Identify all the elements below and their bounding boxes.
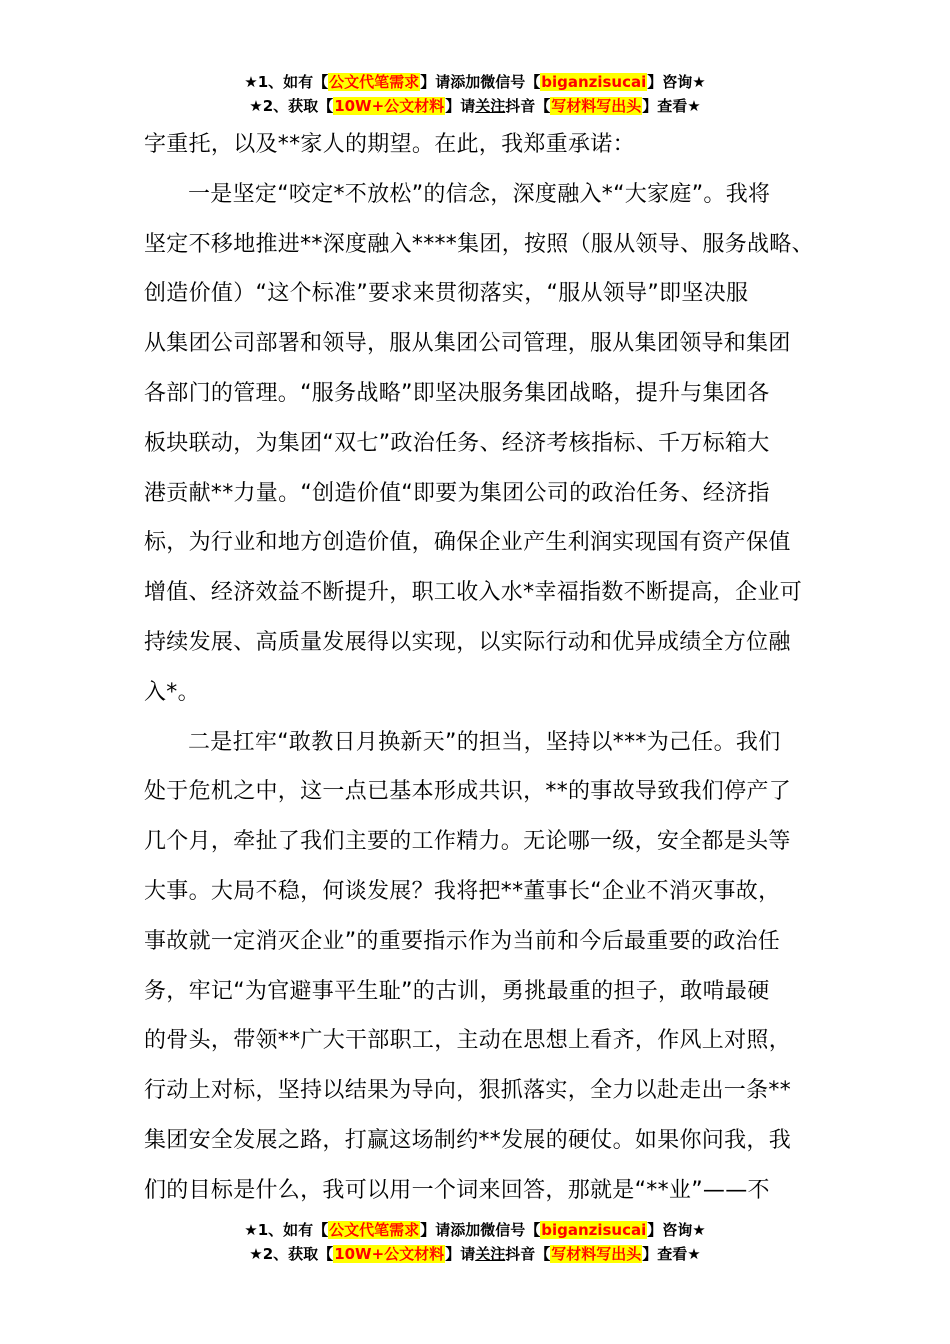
document-body bbox=[144, 120, 814, 1216]
body-line: 港贡献**力量。“创造价值“即要为集团公司的政治任务、经济指 bbox=[144, 480, 770, 506]
highlight-service: 公文代笔需求 bbox=[329, 73, 420, 91]
banner-line-2 bbox=[0, 94, 950, 118]
banner-text: 】咨询★ bbox=[647, 1221, 706, 1239]
banner-line-1 bbox=[0, 1218, 950, 1242]
highlight-wechat-id: biganzisucai bbox=[541, 73, 647, 91]
banner-text: 】请添加微信号【 bbox=[420, 73, 541, 91]
body-line: 几个月，牵扯了我们主要的工作精力。无论哪一级，安全都是头等 bbox=[144, 829, 791, 855]
body-line: 创造价值）“这个标准”要求来贯彻落实，“服从领导”即坚决服 bbox=[144, 281, 749, 307]
body-line: 集团安全发展之路，打赢这场制约**发展的硬仗。如果你问我，我 bbox=[144, 1127, 792, 1153]
highlight-materials: 10W+公文材料 bbox=[334, 97, 445, 115]
body-line: 一是坚定“咬定*不放松”的信念，深度融入*“大家庭”。我将 bbox=[188, 181, 771, 207]
body-line: 增值、经济效益不断提升，职工收入水*幸福指数不断提高，企业可 bbox=[144, 580, 803, 606]
body-line: 二是扛牢“敢教日月换新天”的担当，坚持以***为己任。我们 bbox=[188, 729, 781, 755]
body-line: 字重托，以及**家人的期望。在此，我郑重承诺： bbox=[144, 132, 635, 157]
banner-underlined: 关注 bbox=[475, 1245, 506, 1263]
banner-text: ★2、获取【 bbox=[249, 1245, 334, 1263]
body-line: 的骨头，带领**广大干部职工，主动在思想上看齐，作风上对照， bbox=[144, 1028, 792, 1054]
banner-line-1 bbox=[0, 70, 950, 94]
highlight-materials: 10W+公文材料 bbox=[334, 1245, 445, 1263]
body-line: 坚定不移地推进**深度融入****集团，按照（服从领导、服务战略、 bbox=[144, 231, 814, 257]
body-line: 们的目标是什么，我可以用一个词来回答，那就是“**业”——不 bbox=[144, 1177, 770, 1203]
banner-text: ★1、如有【 bbox=[244, 73, 329, 91]
banner-text: 抖音【 bbox=[505, 1245, 551, 1263]
banner-text: ★1、如有【 bbox=[244, 1221, 329, 1239]
body-line: 持续发展、高质量发展得以实现，以实际行动和优异成绩全方位融 bbox=[144, 629, 791, 655]
highlight-douyin: 写材料写出头 bbox=[551, 97, 642, 115]
body-line: 大事。大局不稳，何谈发展？我将把**董事长“企业不消灭事故， bbox=[144, 878, 781, 904]
bottom-banner bbox=[0, 1218, 950, 1266]
body-line: 各部门的管理。“服务战略”即坚决服务集团战略，提升与集团各 bbox=[144, 380, 770, 406]
highlight-service: 公文代笔需求 bbox=[329, 1221, 420, 1239]
top-banner bbox=[0, 70, 950, 118]
body-line: 行动上对标，坚持以结果为导向，狠抓落实，全力以赴走出一条** bbox=[144, 1078, 792, 1104]
body-line: 板块联动，为集团“双七”政治任务、经济考核指标、千万标箱大 bbox=[144, 430, 770, 456]
body-line: 处于危机之中，这一点已基本形成共识，**的事故导致我们停产了 bbox=[144, 779, 792, 805]
banner-text: ★2、获取【 bbox=[249, 97, 334, 115]
body-line: 从集团公司部署和领导，服从集团公司管理，服从集团领导和集团 bbox=[144, 331, 791, 357]
body-line: 标，为行业和地方创造价值，确保企业产生利润实现国有资产保值 bbox=[144, 530, 791, 556]
banner-text: 】查看★ bbox=[642, 1245, 701, 1263]
body-line: 务，牢记“为官避事平生耻”的古训，勇挑最重的担子，敢啃最硬 bbox=[144, 978, 770, 1004]
highlight-douyin: 写材料写出头 bbox=[551, 1245, 642, 1263]
banner-line-2 bbox=[0, 1242, 950, 1266]
body-line: 入*。 bbox=[144, 679, 200, 705]
banner-text: 】请 bbox=[445, 1245, 476, 1263]
banner-underlined: 关注 bbox=[475, 97, 506, 115]
body-line: 事故就一定消灭企业”的重要指示作为当前和今后最重要的政治任 bbox=[144, 928, 781, 954]
banner-text: 】请添加微信号【 bbox=[420, 1221, 541, 1239]
banner-text: 】请 bbox=[445, 97, 476, 115]
highlight-wechat-id: biganzisucai bbox=[541, 1221, 647, 1239]
banner-text: 】查看★ bbox=[642, 97, 701, 115]
banner-text: 】咨询★ bbox=[647, 73, 706, 91]
banner-text: 抖音【 bbox=[505, 97, 551, 115]
